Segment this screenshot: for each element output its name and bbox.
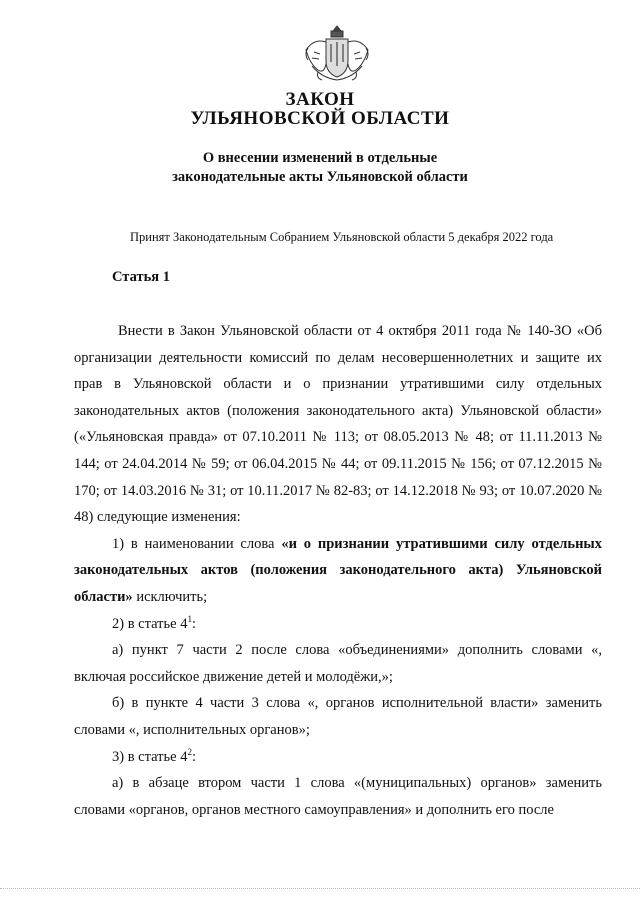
law-title-line2: УЛЬЯНОВСКОЙ ОБЛАСТИ — [190, 108, 450, 129]
item-2-text: 2) в статье 4 — [112, 615, 188, 632]
item-3-sup: 2 — [187, 746, 192, 757]
item-1-start: 1) в наименовании слова — [112, 535, 282, 552]
article-heading: Статья 1 — [112, 269, 170, 285]
article-intro: Внести в Закон Ульяновской области от 4 октября 2011 года № 140-ЗО «Об организации деятельности комиссий по делам несовершеннолетних и защите их прав в Ульяновской области и о признании утратившими силу отдельных законодательных актов (положения законодательного акта) Ульяновской области» («Ульяновская правда» от 07.10.2011 № 113; от 08.05.2013 № 48; от 11.11.2013 № 144; от 24.04.2014 № 59; от 06.04.2015 № 44; от 09.11.2015 № 156; от 07.12.2015 № 170; от 14.03.2016 № 31; от 10.11.2017 № 82-83; от 14.12.2018 № 93; от 10.07.2020 № 48) следующие изменения: — [74, 323, 602, 526]
item-2 — [74, 611, 602, 638]
article-body — [74, 318, 602, 823]
item-1-end: исключить; — [132, 588, 208, 605]
item-3-end: : — [191, 748, 196, 765]
item-3a: а) в абзаце втором части 1 слова «(муниципальных) органов» заменить словами «органов, органов местного самоуправления» и дополнить его после — [74, 775, 602, 818]
item-1-bold: «и о признании утратившими силу отдельных законодательных актов (положения законодательного акта) Ульяновской области» — [74, 535, 602, 605]
subtitle-line2: законодательные акты Ульяновской области — [172, 169, 468, 185]
item-2a: а) пункт 7 части 2 после слова «объединениями» дополнить словами «, включая российское движение детей и молодёжи,»; — [74, 642, 602, 685]
law-subtitle — [0, 149, 640, 187]
item-2-sup: 1 — [187, 613, 192, 624]
item-2b: б) в пункте 4 части 3 слова «, органов исполнительной власти» заменить словами «, исполнительных органов»; — [74, 695, 602, 738]
item-2-end: : — [191, 615, 196, 632]
item-3 — [74, 744, 602, 771]
item-1 — [74, 531, 602, 611]
subtitle-line1: О внесении изменений в отдельные — [202, 150, 438, 166]
item-3-text: 3) в статье 4 — [112, 748, 188, 765]
scan-edge-divider — [0, 888, 640, 893]
coat-of-arms-icon — [298, 22, 376, 86]
adoption-note: Принят Законодательным Собранием Ульяновской области 5 декабря 2022 года — [130, 230, 554, 244]
law-title-line1: ЗАКОН — [285, 89, 355, 110]
